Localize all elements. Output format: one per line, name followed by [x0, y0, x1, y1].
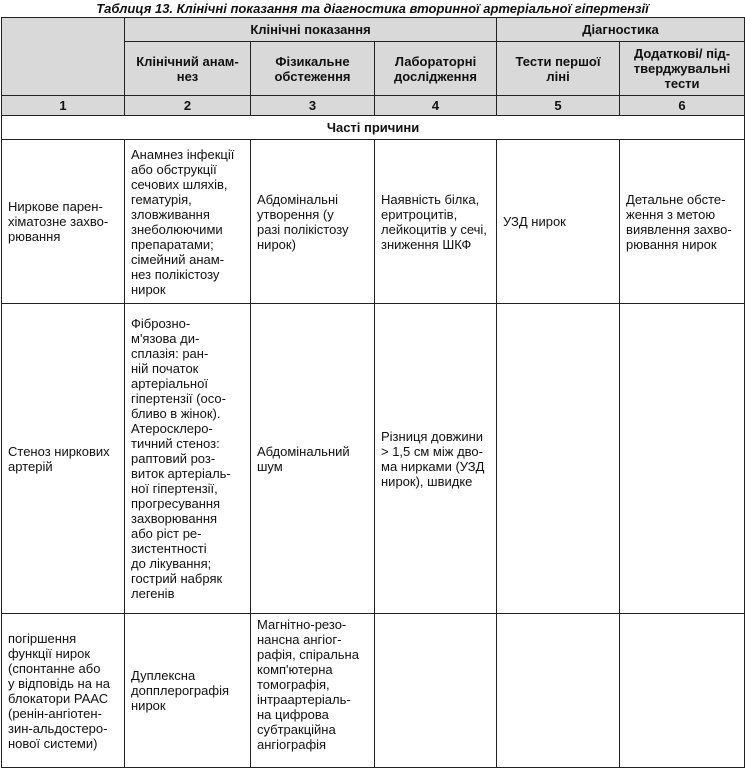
section-title: Часті причини	[2, 116, 745, 140]
header-col-physical-exam: Фізикальне обстеження	[251, 42, 375, 96]
row-history: Фіброзно- м'язова ди- сплазія: ран- ній початок артеріальної гіпертензії (осо- бливо в жінок). Атеросклеро- тичний стеноз: раптовий роз- виток артеріаль- ної гіпертензії, прогресування захворювання або ріст ре- зистентності до лікування; гострий набряк легенів	[125, 304, 251, 614]
column-number: 1	[2, 96, 125, 116]
column-number: 4	[375, 96, 497, 116]
row-physical-exam: Абдомінальні утворення (у разі полікістозу нирок)	[251, 140, 375, 304]
header-clinical-indications: Клінічні показання	[125, 18, 497, 42]
row-confirmatory-tests: Детальне обсте- ження з метою виявлення захво- рювання нирок	[620, 140, 745, 304]
column-number: 2	[125, 96, 251, 116]
row-lab-tests	[375, 614, 497, 768]
row-confirmatory-tests	[620, 304, 745, 614]
section-row	[2, 116, 745, 140]
header-col-first-line-tests: Тести першої ліні	[497, 42, 620, 96]
row-history: Анамнез інфекції або обструкції сечових шляхів, гематурія, зловживання знеболюючими препаратами; сімейний анам- нез полікістозу нирок	[125, 140, 251, 304]
row-lab-tests: Різниця довжини > 1,5 см між дво- ма нирками (УЗД нирок), швидке	[375, 304, 497, 614]
header-col-confirmatory-tests: Додаткові/ під- тверджувальні тести	[620, 42, 745, 96]
column-number: 5	[497, 96, 620, 116]
row-cause: Стеноз ниркових артерій	[2, 304, 125, 614]
header-numbers-row	[2, 96, 745, 116]
row-cause: погіршення функції нирок (спонтанне або у відповідь на на блокатори РААС (ренін-ангіотен- зин-альдостеро- нової системи)	[2, 614, 125, 768]
row-first-line-tests	[497, 614, 620, 768]
row-lab-tests: Наявність білка, еритроцитів, лейкоцитів у сечі, зниження ШКФ	[375, 140, 497, 304]
table-caption: Таблиця 13. Клінічні показання та діагностика вторинної артеріальної гіпертензії	[96, 1, 649, 16]
header-col-history: Клінічний анам- нез	[125, 42, 251, 96]
row-physical-exam: Магнітно-резо- нансна ангіог- рафія, спіральна комп'ютерна томографія, інтраартеріаль- на цифрова субтракційна ангіографія	[251, 614, 375, 768]
row-history: Дуплексна допплерографія нирок	[125, 614, 251, 768]
header-diagnostics: Діагностика	[497, 18, 745, 42]
clinical-table	[1, 17, 745, 768]
row-cause: Ниркове парен- хіматозне захво- рювання	[2, 140, 125, 304]
row-physical-exam: Абдомінальний шум	[251, 304, 375, 614]
header-col-lab-tests: Лабораторні дослідження	[375, 42, 497, 96]
header-empty-cell	[2, 18, 125, 96]
column-number: 3	[251, 96, 375, 116]
row-confirmatory-tests	[620, 614, 745, 768]
table-row	[2, 304, 745, 614]
table-row	[2, 614, 745, 768]
column-number: 6	[620, 96, 745, 116]
header-group-row	[2, 18, 745, 42]
table-row	[2, 140, 745, 304]
row-first-line-tests: УЗД нирок	[497, 140, 620, 304]
row-first-line-tests	[497, 304, 620, 614]
